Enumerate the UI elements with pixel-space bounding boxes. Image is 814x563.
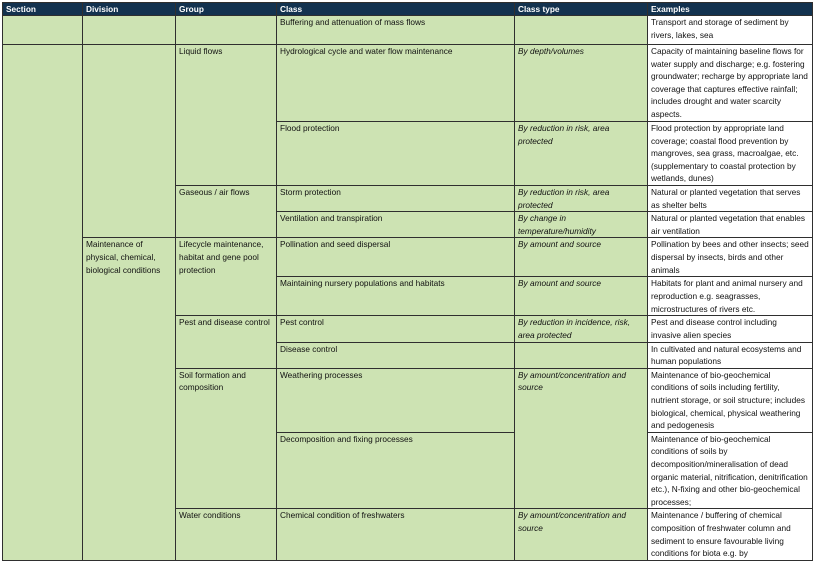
group-cell: Lifecycle maintenance, habitat and gene pool protection [176, 238, 277, 316]
group-cell [176, 16, 277, 45]
header-examples: Examples [648, 3, 813, 16]
class-cell: Maintaining nursery populations and habitats [277, 277, 515, 316]
class-cell: Disease control [277, 342, 515, 368]
class-cell: Chemical condition of freshwaters [277, 509, 515, 560]
class-cell: Ventilation and transpiration [277, 212, 515, 238]
examples-cell: Flood protection by appropriate land coverage; coastal flood prevention by mangroves, sea grass, macroalgae, etc. (supplementary to coastal protection by wetlands, dunes) [648, 122, 813, 186]
examples-cell: Pest and disease control including invasive alien species [648, 316, 813, 342]
table-row [3, 45, 813, 122]
class-cell: Pest control [277, 316, 515, 342]
table-row [3, 16, 813, 45]
examples-cell: Maintenance of bio-geochemical conditions of soils including fertility, nutrient storage, or soil structure; includes biological, chemical, physical weathering and pedogenesis [648, 368, 813, 432]
class-type-cell: By reduction in incidence, risk, area protected [515, 316, 648, 342]
header-group: Group [176, 3, 277, 16]
examples-cell: Transport and storage of sediment by rivers, lakes, sea [648, 16, 813, 45]
section-cell [3, 45, 83, 561]
section-cell [3, 16, 83, 45]
class-type-cell [515, 342, 648, 368]
class-type-cell: By amount/concentration and source [515, 368, 648, 509]
header-class-type: Class type [515, 3, 648, 16]
group-cell: Gaseous / air flows [176, 186, 277, 238]
class-type-cell: By amount and source [515, 277, 648, 316]
examples-cell: In cultivated and natural ecosystems and human populations [648, 342, 813, 368]
class-type-cell: By change in temperature/humidity [515, 212, 648, 238]
class-type-cell: By amount/concentration and source [515, 509, 648, 560]
class-type-cell: By reduction in risk, area protected [515, 186, 648, 212]
class-type-cell: By reduction in risk, area protected [515, 122, 648, 186]
division-cell [83, 16, 176, 45]
header-row [3, 3, 813, 16]
examples-cell: Pollination by bees and other insects; seed dispersal by insects, birds and other animals [648, 238, 813, 277]
class-cell: Buffering and attenuation of mass flows [277, 16, 515, 45]
class-cell: Decomposition and fixing processes [277, 432, 515, 509]
examples-cell: Habitats for plant and animal nursery and reproduction e.g. seagrasses, microstructures of rivers etc. [648, 277, 813, 316]
class-cell: Weathering processes [277, 368, 515, 432]
division-cell [83, 45, 176, 238]
examples-cell: Natural or planted vegetation that serves as shelter belts [648, 186, 813, 212]
class-type-cell: By amount and source [515, 238, 648, 277]
class-cell: Flood protection [277, 122, 515, 186]
division-cell: Maintenance of physical, chemical, biological conditions [83, 238, 176, 560]
class-type-cell [515, 16, 648, 45]
ecosystem-services-table [2, 2, 813, 561]
group-cell: Water conditions [176, 509, 277, 560]
table-row [3, 238, 813, 277]
class-cell: Hydrological cycle and water flow maintenance [277, 45, 515, 122]
examples-cell: Natural or planted vegetation that enables air ventilation [648, 212, 813, 238]
group-cell: Soil formation and composition [176, 368, 277, 509]
header-class: Class [277, 3, 515, 16]
group-cell: Pest and disease control [176, 316, 277, 368]
examples-cell: Maintenance of bio-geochemical conditions of soils by decomposition/mineralisation of dead organic material, nitrification, denitrification etc.), N-fixing and other bio-geochemical processes; [648, 432, 813, 509]
class-cell: Storm protection [277, 186, 515, 212]
class-type-cell: By depth/volumes [515, 45, 648, 122]
header-section: Section [3, 3, 83, 16]
class-cell: Pollination and seed dispersal [277, 238, 515, 277]
examples-cell: Maintenance / buffering of chemical composition of freshwater column and sediment to ensure favourable living conditions for biota e.g. by [648, 509, 813, 560]
header-division: Division [83, 3, 176, 16]
group-cell: Liquid flows [176, 45, 277, 186]
examples-cell: Capacity of maintaining baseline flows for water supply and discharge; e.g. fostering groundwater; recharge by appropriate land coverage that captures effective rainfall; includes drought and water scarcity aspects. [648, 45, 813, 122]
